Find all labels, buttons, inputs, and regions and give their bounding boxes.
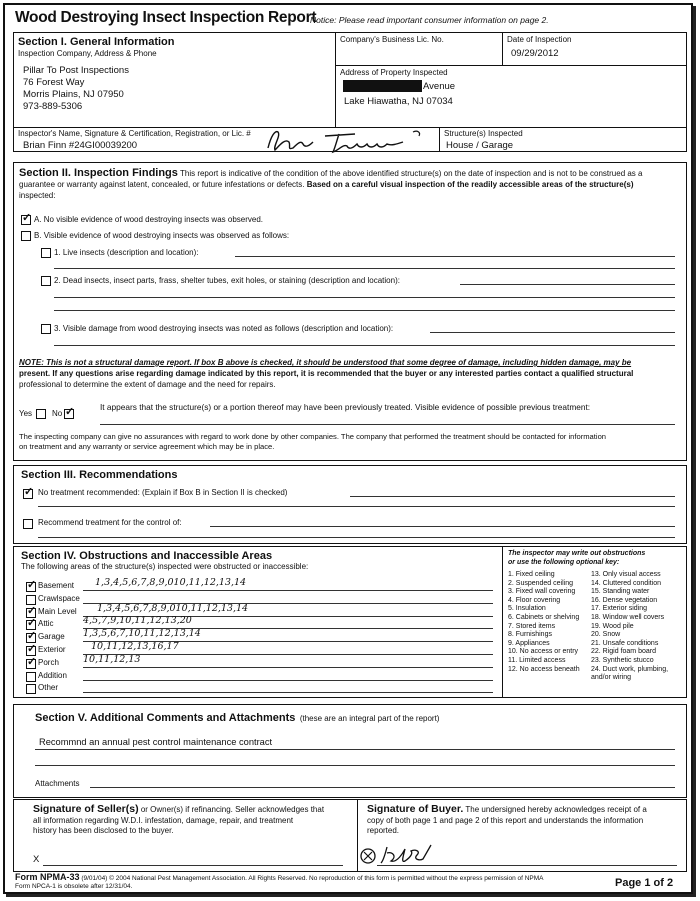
company-line: 973-889-5306 [23, 101, 83, 112]
area-label: Exterior [38, 645, 66, 654]
key-item: 20. Snow [591, 631, 621, 639]
no-treatment-label: No treatment recommended: (Explain if Box B in Section II is checked) [38, 488, 288, 497]
option-b-checkbox[interactable] [21, 231, 31, 241]
key-item: 10. No access or entry [508, 648, 579, 656]
form-number: Form NPMA-33 [15, 872, 80, 882]
structures-value: House / Garage [446, 140, 514, 151]
no-label: No [52, 409, 63, 418]
area-checkbox[interactable] [26, 672, 36, 682]
area-label: Porch [38, 657, 59, 667]
area-label: Basement [38, 581, 75, 590]
inspector-signature [263, 126, 433, 156]
live-insects-checkbox[interactable] [41, 248, 51, 258]
section1-heading: Section I. General Information [18, 36, 175, 48]
page-number: Page 1 of 2 [615, 877, 674, 889]
no-checkbox[interactable] [64, 409, 74, 419]
company-line: 76 Forest Way [23, 77, 85, 88]
key-item: 22. Rigid foam board [591, 648, 656, 656]
key-item: 8. Furnishings [508, 631, 552, 639]
report-title: Wood Destroying Insect Inspection Report [15, 9, 317, 26]
option-b-label: B. Visible evidence of wood destroying insects was observed as follows: [34, 231, 290, 240]
area-codes: 4,5,7,9,10,11,12,13,20 [83, 615, 192, 627]
recommend-treatment-label: Recommend treatment for the control of: [38, 518, 182, 527]
area-label: Garage [38, 632, 65, 642]
area-label: Crawlspace [38, 593, 80, 603]
key-item: 3. Fixed wall covering [508, 588, 576, 596]
area-label: Main Level [38, 606, 77, 616]
area-codes: 1,3,5,6,7,10,11,12,13,14 [83, 628, 201, 640]
yes-label: Yes [19, 409, 33, 418]
key-item: 15. Standing water [591, 588, 650, 596]
company-line: Morris Plains, NJ 07950 [23, 89, 124, 100]
seller-signature-mark: X [33, 854, 40, 865]
visible-damage-label: 3. Visible damage from wood destroying insects was noted as follows (description and location): [54, 324, 394, 333]
key-item: 6. Cabinets or shelving [508, 614, 580, 621]
attachments-label: Attachments [35, 779, 80, 788]
visible-damage-checkbox[interactable] [41, 324, 51, 334]
dead-insects-label: 2. Dead insects, insect parts, frass, shelter tubes, exit holes, or staining (description and location): [54, 276, 400, 285]
area-codes: 1,3,4,5,6,7,8,9,010,11,12,13,14 [97, 602, 249, 614]
option-a-label: A. No visible evidence of wood destroying insects was observed. [34, 215, 264, 224]
key-item: and/or wiring [591, 674, 632, 682]
company-label: Inspection Company, Address & Phone [18, 49, 157, 58]
property-street-suffix: Avenue [423, 81, 456, 92]
section4-heading: Section IV. Obstructions and Inaccessible Areas [21, 550, 273, 562]
property-city: Lake Hiawatha, NJ 07034 [344, 96, 453, 107]
license-label: Company's Business Lic. No. [340, 35, 444, 44]
section4-intro: The following areas of the structure(s) inspected were obstructed or inaccessible: [21, 562, 309, 571]
area-codes: 10,11,12,13 [83, 653, 141, 665]
key-item: 23. Synthetic stucco [591, 657, 654, 664]
live-insects-label: 1. Live insects (description and location): [54, 248, 199, 257]
section3-heading: Section III. Recommendations [21, 469, 178, 481]
key-item: 12. No access beneath [508, 665, 580, 673]
area-checkbox[interactable] [26, 659, 36, 669]
notice-text: Notice: Please read important consumer information on page 2. [310, 15, 549, 25]
assurance-text: The inspecting company can give no assurances with regard to work done by other companies. The company that performed the treatment should be contacted for information on treatment and any warranty or service agreement which may be in place. [19, 432, 607, 451]
section5-heading-row: Section V. Additional Comments and Attachments (these are an integral part of the report) [35, 712, 440, 724]
area-label: Attic [38, 619, 54, 629]
area-checkbox[interactable] [26, 582, 36, 592]
key-item: 19. Wood pile [591, 622, 634, 630]
key-item: 2. Suspended ceiling [508, 579, 573, 587]
key-item: 16. Dense vegetation [591, 596, 658, 604]
section2-intro: Section II. Inspection Findings This report is indicative of the condition of the above identified structure(s) on the date of inspection and is not to be construed as a guarantee or warranty against latent, concealed, or future infestations or defects. Based on a careful visual inspection of the readily accessible areas of the structure(s) inspected: [19, 167, 643, 200]
key-item: 7. Stored items [508, 622, 556, 630]
option-a-checkbox[interactable] [21, 215, 31, 225]
key-item: 24. Duct work, plumbing, [591, 665, 669, 673]
key-heading: The inspector may write out obstructions or use the following optional key: [508, 550, 646, 566]
key-item: 13. Only visual access [591, 571, 661, 578]
footer-form-info: Form NPMA-33 (9/01/04) © 2004 National Pest Management Association. All Rights Reserved. No reproduction of this form is permitted without the express permission of NPMA Form NPCA-1 is obsolete after 12/31/04. [15, 872, 544, 890]
area-label: Other [38, 683, 59, 693]
section2-heading: Section II. Inspection Findings [19, 167, 178, 179]
dead-insects-checkbox[interactable] [41, 276, 51, 286]
date-label: Date of Inspection [507, 35, 572, 44]
key-item: 4. Floor covering [508, 596, 561, 604]
area-codes: 1,3,4,5,6,7,8,9,010,11,12,13,14 [95, 577, 247, 588]
area-codes: 10,11,12,13,16,17 [91, 641, 179, 652]
key-item: 9. Appliances [508, 639, 550, 647]
key-item: 11. Limited access [508, 657, 566, 664]
area-label: Addition [38, 670, 67, 680]
key-item: 21. Unsafe conditions [591, 639, 659, 647]
key-item: 17. Exterior siding [591, 605, 648, 613]
recommend-treatment-checkbox[interactable] [23, 519, 33, 529]
report-page [3, 3, 693, 894]
key-item: 5. Insulation [508, 605, 546, 613]
key-item: 1. Fixed ceiling [508, 571, 555, 578]
damage-note: NOTE: This is not a structural damage report. If box B above is checked, it should be understood that some degree of damage, including hidden damage, may be present. If any questions arise regarding damage indicated by this report, it is recommended that the buyer or any interested parties contact a qualified structural professional to determine the extent of damage and the need for repairs. [19, 358, 634, 389]
section5-heading: Section V. Additional Comments and Attachments [35, 712, 296, 724]
inspector-value: Brian Finn #24GI00039200 [23, 140, 138, 151]
date-value: 09/29/2012 [511, 48, 559, 59]
key-item: 18. Window well covers [591, 614, 665, 621]
seller-text: Signature of Seller(s) or Owner(s) if refinancing. Seller acknowledges that all information regarding W.D.I. infestation, damage, repair, and treatment history has been disclosed to the buyer. [33, 803, 325, 835]
comment-text: Recommnd an annual pest control maintenance contract [39, 737, 273, 747]
no-treatment-checkbox[interactable] [23, 489, 33, 499]
buyer-text: Signature of Buyer. The undersigned hereby acknowledges receipt of a copy of both page 1 and page 2 of this report and understands the information reported. [367, 803, 647, 835]
redaction-bar [343, 80, 422, 92]
property-label: Address of Property Inspected [340, 68, 448, 77]
structures-label: Structure(s) Inspected [444, 129, 523, 138]
treated-text: It appears that the structure(s) or a portion thereof may have been previously treated. Visible evidence of possible previous treatment: [100, 402, 591, 412]
company-line: Pillar To Post Inspections [23, 65, 129, 76]
seller-heading: Signature of Seller(s) [33, 803, 139, 815]
yes-checkbox[interactable] [36, 409, 46, 419]
buyer-heading: Signature of Buyer. [367, 803, 464, 815]
inspector-label: Inspector's Name, Signature & Certification, Registration, or Lic. # [18, 129, 251, 138]
section2-box [13, 162, 687, 461]
area-checkbox[interactable] [26, 684, 36, 694]
key-item: 14. Cluttered condition [591, 579, 662, 587]
